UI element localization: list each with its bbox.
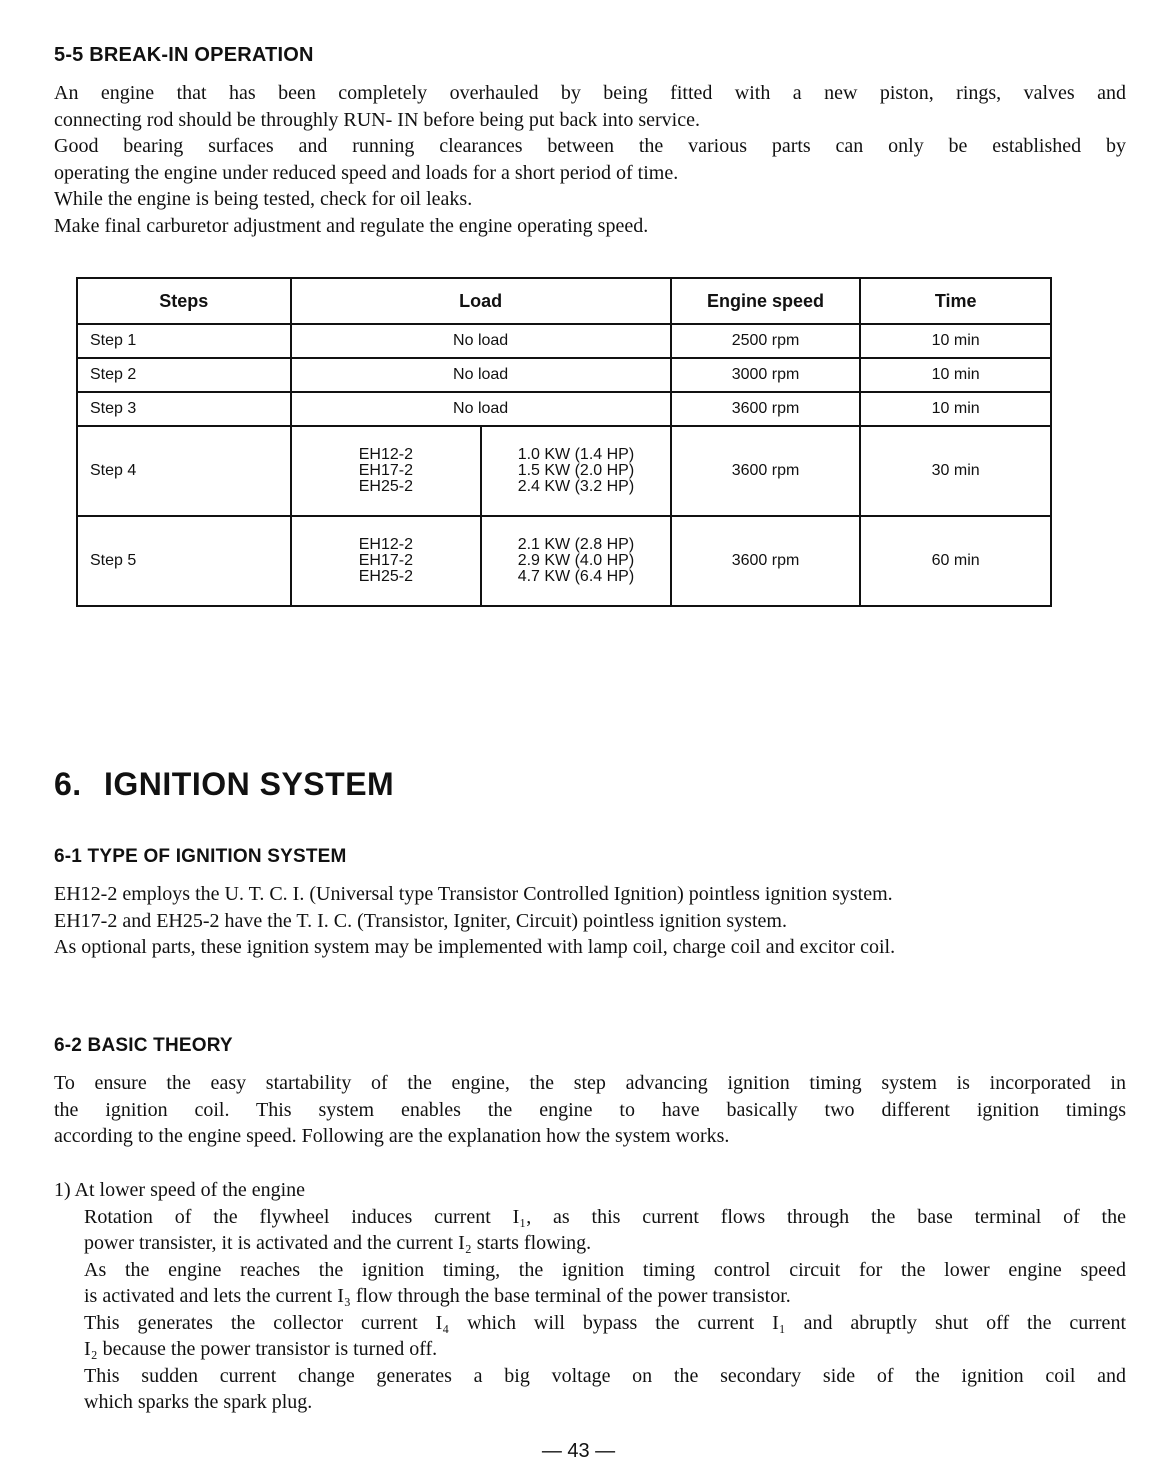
speed-cell: 3600 rpm — [671, 426, 861, 516]
paragraph-line: As optional parts, these ignition system may be implemented with lamp coil, charge coil and excitor coil. — [54, 936, 896, 958]
load-value: 2.1 KW (2.8 HP) — [517, 535, 635, 553]
load-value: 2.9 KW (4.0 HP) — [517, 551, 635, 569]
load-cell: No load — [291, 392, 671, 426]
paragraph-line: operating the engine under reduced speed and loads for a short period of time. — [54, 161, 679, 184]
paragraph-line: EH12-2 employs the U. T. C. I. (Universal type Transistor Controlled Ignition) pointless ignition system. — [54, 883, 893, 905]
time-cell: 30 min — [860, 426, 1051, 516]
table-header-row — [77, 278, 1051, 324]
speed-cell: 3600 rpm — [671, 516, 861, 606]
header-load: Load — [291, 278, 671, 324]
paragraph-line: according to the engine speed. Following are the explanation how the system works. — [54, 1125, 730, 1147]
model-name: EH17-2 — [358, 551, 413, 569]
step-cell: Step 2 — [77, 358, 291, 392]
table-row — [77, 392, 1051, 426]
load-value: 4.7 KW (6.4 HP) — [517, 567, 635, 585]
paragraph-line: EH17-2 and EH25-2 have the T. I. C. (Transistor, Igniter, Circuit) pointless ignition system. — [54, 909, 787, 932]
load-value-cell — [481, 426, 671, 516]
page-number: — 43 — — [541, 1440, 616, 1462]
chapter-number: 6. — [54, 766, 82, 802]
model-name: EH25-2 — [358, 567, 413, 585]
chapter-name: IGNITION SYSTEM — [104, 766, 395, 802]
paragraph-line: As the engine reaches the ignition timing, the ignition timing control circuit for the lower engine speed — [84, 1258, 1126, 1281]
table-row — [77, 358, 1051, 392]
load-value: 1.0 KW (1.4 HP) — [517, 445, 635, 463]
model-name: EH12-2 — [358, 445, 413, 463]
paragraph-line: Good bearing surfaces and running clearances between the various parts can only be established by — [54, 135, 1126, 157]
section-heading-theory: 6-2 BASIC THEORY — [54, 1035, 233, 1056]
model-cell — [291, 516, 482, 606]
load-cell: No load — [291, 358, 671, 392]
paragraph-line: Rotation of the flywheel induces current I₁, as this current flows through the base terminal of the — [84, 1205, 1126, 1228]
paragraph-line: This sudden current change generates a big voltage on the secondary side of the ignition coil and — [84, 1364, 1126, 1387]
list-item — [54, 1177, 1126, 1416]
header-engine-speed: Engine speed — [671, 278, 861, 324]
table-row — [77, 324, 1051, 358]
model-name: EH17-2 — [358, 461, 413, 479]
paragraph-line: which sparks the spark plug. — [84, 1391, 313, 1413]
paragraph-line: Make final carburetor adjustment and regulate the engine operating speed. — [54, 214, 649, 237]
model-cell — [291, 426, 482, 516]
step-cell: Step 1 — [77, 324, 291, 358]
break-in-text — [54, 80, 1126, 239]
paragraph-line: the ignition coil. This system enables the engine to have basically two different ignition timings — [54, 1098, 1126, 1121]
paragraph-line: I₂ because the power transistor is turned off. — [84, 1338, 438, 1360]
load-value: 1.5 KW (2.0 HP) — [517, 461, 635, 479]
paragraph-line: power transister, it is activated and the current I₂ starts flowing. — [84, 1232, 592, 1254]
time-cell: 60 min — [860, 516, 1051, 606]
list-item-title: 1) At lower speed of the engine — [54, 1179, 306, 1201]
break-in-table — [76, 277, 1052, 607]
model-name: EH25-2 — [358, 477, 413, 495]
header-steps: Steps — [77, 278, 291, 324]
load-value: 2.4 KW (3.2 HP) — [517, 477, 635, 495]
speed-cell: 3600 rpm — [671, 392, 861, 426]
chapter-title — [54, 766, 394, 803]
paragraph-line: While the engine is being tested, check for oil leaks. — [54, 188, 473, 210]
paragraph-line: An engine that has been completely overhauled by being fitted with a new piston, rings, valves and — [54, 82, 1126, 104]
table-row — [77, 426, 1051, 516]
speed-cell: 2500 rpm — [671, 324, 861, 358]
paragraph-line: This generates the collector current I₄ which will bypass the current I₁ and abruptly shut off the current — [84, 1311, 1126, 1334]
section-heading-type: 6-1 TYPE OF IGNITION SYSTEM — [54, 846, 347, 867]
list-item-body — [84, 1204, 1126, 1416]
step-cell: Step 4 — [77, 426, 291, 516]
header-time: Time — [860, 278, 1051, 324]
step-cell: Step 3 — [77, 392, 291, 426]
load-cell: No load — [291, 324, 671, 358]
theory-text — [54, 1070, 1126, 1150]
section-heading-break-in: 5-5 BREAK-IN OPERATION — [54, 44, 314, 66]
time-cell: 10 min — [860, 358, 1051, 392]
table-row — [77, 516, 1051, 606]
paragraph-line: To ensure the easy startability of the engine, the step advancing ignition timing system is incorporated in — [54, 1072, 1126, 1094]
paragraph-line: is activated and lets the current I₃ flow through the base terminal of the power transistor. — [84, 1285, 791, 1307]
time-cell: 10 min — [860, 324, 1051, 358]
load-value-cell — [481, 516, 671, 606]
type-text — [54, 881, 1126, 961]
model-name: EH12-2 — [358, 535, 413, 553]
time-cell: 10 min — [860, 392, 1051, 426]
step-cell: Step 5 — [77, 516, 291, 606]
speed-cell: 3000 rpm — [671, 358, 861, 392]
paragraph-line: connecting rod should be throughly RUN- IN before being put back into service. — [54, 108, 700, 131]
